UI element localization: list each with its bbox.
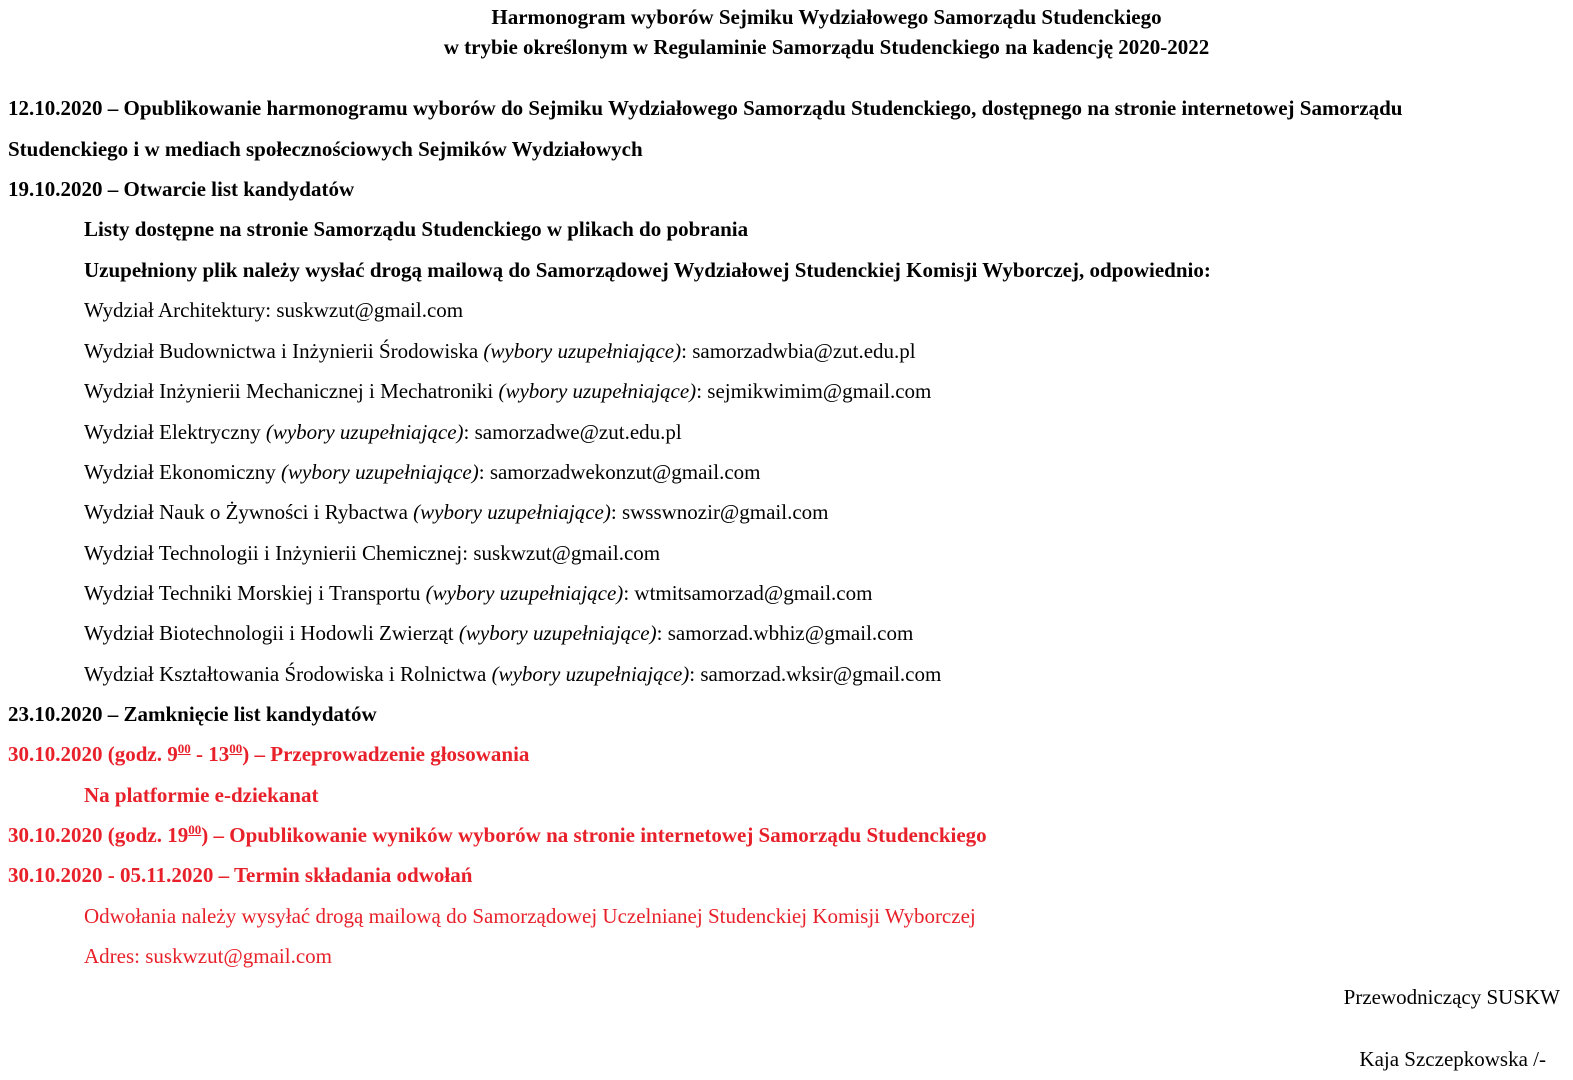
entry-publication-line1: 12.10.2020 – Opublikowanie harmonogramu wyborów do Sejmiku Wydziałowego Samorządu Studenckiego, dostępnego na stronie internetowej Samorządu [8, 96, 1403, 120]
faculty-separator: : [478, 460, 490, 484]
faculty-name: Wydział Elektryczny [84, 420, 266, 444]
faculty-item [84, 297, 463, 323]
faculty-note: (wybory uzupełniające) [491, 662, 690, 686]
faculty-item [84, 661, 941, 687]
faculty-note: (wybory uzupełniające) [483, 339, 682, 363]
voting-end-hour: - 13 [190, 742, 230, 766]
faculty-name: Wydział Ekonomiczny [84, 460, 282, 484]
appeals-note: Odwołania należy wysyłać drogą mailową do Samorządowej Uczelnianej Studenckiej Komisji Wyborczej [84, 904, 976, 928]
faculty-separator: : [681, 339, 693, 363]
entry-close-lists: 23.10.2020 – Zamknięcie list kandydatów [8, 702, 377, 726]
faculty-item [84, 419, 682, 445]
faculty-note: (wybory uzupełniające) [498, 379, 697, 403]
faculty-separator: : [463, 420, 475, 444]
signature-role: Przewodniczący SUSKW [1343, 985, 1560, 1009]
document-title-line1: Harmonogram wyborów Sejmiku Wydziałowego Samorządu Studenckiego [491, 5, 1162, 29]
results-date: 30.10.2020 (godz. 19 [8, 823, 189, 847]
entry-appeals: 30.10.2020 - 05.11.2020 – Termin składania odwołań [8, 863, 473, 887]
faculty-item [84, 459, 761, 485]
voting-platform-note: Na platformie e-dziekanat [84, 783, 319, 807]
faculty-email: sejmikwimim@gmail.com [707, 379, 932, 403]
faculty-separator: : [265, 298, 277, 322]
faculty-item [84, 620, 913, 646]
faculty-item [84, 580, 872, 606]
faculty-separator: : [656, 621, 668, 645]
faculty-note: (wybory uzupełniające) [458, 621, 657, 645]
entry-results [8, 822, 987, 848]
faculty-note: (wybory uzupełniające) [425, 581, 624, 605]
faculty-note: (wybory uzupełniające) [413, 500, 611, 524]
faculty-email: samorzad.wbhiz@gmail.com [667, 621, 914, 645]
faculty-separator: : [462, 541, 474, 565]
faculty-name: Wydział Technologii i Inżynierii Chemicznej [84, 541, 463, 565]
open-lists-note-email: Uzupełniony plik należy wysłać drogą mailową do Samorządowej Wydziałowej Studenckiej Komisji Wyborczej, odpowiednio: [84, 258, 1211, 282]
faculty-name: Wydział Biotechnologii i Hodowli Zwierząt [84, 621, 459, 645]
faculty-name: Wydział Inżynierii Mechanicznej i Mechatroniki [84, 379, 499, 403]
faculty-note: (wybory uzupełniające) [265, 420, 464, 444]
results-description: ) – Opublikowanie wyników wyborów na stronie internetowej Samorządu Studenckiego [201, 823, 987, 847]
faculty-separator: : [696, 379, 708, 403]
entry-voting [8, 741, 529, 767]
faculty-email: samorzadwe@zut.edu.pl [474, 420, 682, 444]
faculty-item [84, 338, 916, 364]
entry-open-lists: 19.10.2020 – Otwarcie list kandydatów [8, 177, 355, 201]
faculty-name: Wydział Techniki Morskiej i Transportu [84, 581, 426, 605]
faculty-separator: : [623, 581, 635, 605]
faculty-email: samorzad.wksir@gmail.com [700, 662, 942, 686]
voting-end-minutes: 00 [229, 741, 243, 756]
faculty-separator: : [689, 662, 701, 686]
faculty-name: Wydział Nauk o Żywności i Rybactwa [84, 500, 414, 524]
open-lists-note-download: Listy dostępne na stronie Samorządu Studenckiego w plikach do pobrania [84, 217, 749, 241]
faculty-note: (wybory uzupełniające) [281, 460, 479, 484]
voting-description: ) – Przeprowadzenie głosowania [242, 742, 530, 766]
faculty-name: Wydział Budownictwa i Inżynierii Środowiska [84, 339, 484, 363]
faculty-email: wtmitsamorzad@gmail.com [634, 581, 873, 605]
faculty-item [84, 540, 660, 566]
document-title-line2: w trybie określonym w Regulaminie Samorządu Studenckiego na kadencję 2020-2022 [443, 35, 1210, 59]
signature-name: Kaja Szczepkowska /- [1359, 1047, 1546, 1071]
results-minutes: 00 [188, 822, 202, 837]
faculty-name: Wydział Kształtowania Środowiska i Rolnictwa [84, 662, 492, 686]
faculty-email: suskwzut@gmail.com [276, 298, 464, 322]
appeals-address: Adres: suskwzut@gmail.com [84, 944, 332, 968]
faculty-email: samorzadwekonzut@gmail.com [489, 460, 761, 484]
faculty-item [84, 378, 931, 404]
entry-publication-line2: Studenckiego i w mediach społecznościowych Sejmików Wydziałowych [8, 137, 643, 161]
faculty-email: samorzadwbia@zut.edu.pl [692, 339, 916, 363]
faculty-separator: : [610, 500, 622, 524]
faculty-email: swsswnozir@gmail.com [621, 500, 829, 524]
voting-date: 30.10.2020 (godz. 9 [8, 742, 178, 766]
faculty-item [84, 499, 829, 525]
faculty-email: suskwzut@gmail.com [473, 541, 661, 565]
faculty-name: Wydział Architektury [84, 298, 266, 322]
voting-start-minutes: 00 [177, 741, 191, 756]
